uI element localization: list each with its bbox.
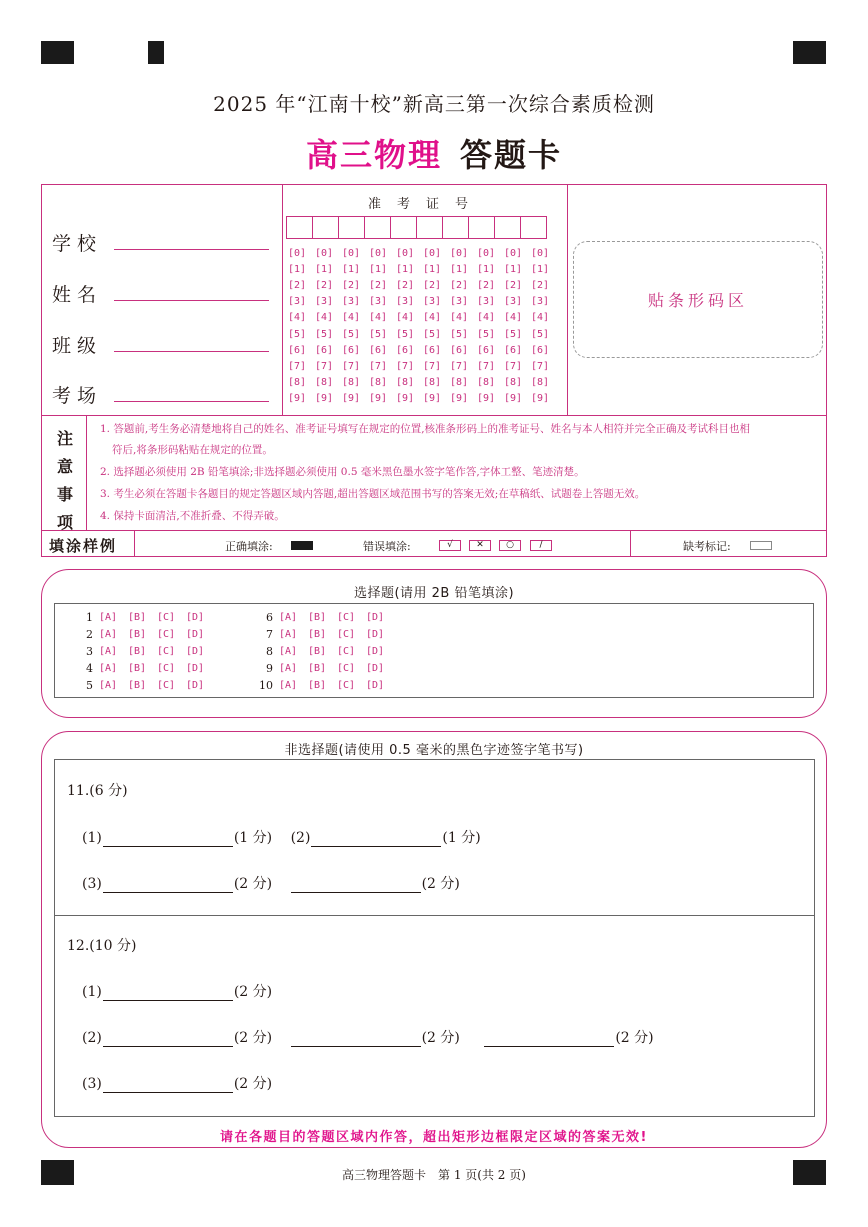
mc-question-row <box>255 660 395 676</box>
exam-id-bubble[interactable]: [1] <box>288 263 307 275</box>
exam-id-bubble[interactable]: [9] <box>315 393 334 405</box>
exam-id-bubble[interactable]: [8] <box>369 377 388 389</box>
mc-option-bubble[interactable]: [B] <box>128 645 147 657</box>
card-title <box>0 130 868 176</box>
exam-id-bubble[interactable]: [4] <box>450 312 469 324</box>
exam-id-bubble[interactable]: [1] <box>450 263 469 275</box>
exam-id-bubble[interactable]: [0] <box>423 247 442 259</box>
mc-option-bubble[interactable]: [D] <box>186 679 205 691</box>
mc-question-number: 6 <box>266 610 273 624</box>
exam-id-bubble[interactable]: [0] <box>450 247 469 259</box>
exam-id-bubble[interactable]: [9] <box>396 393 415 405</box>
mc-option-bubble[interactable]: [C] <box>337 662 356 674</box>
exam-id-bubble[interactable]: [4] <box>369 312 388 324</box>
q12-2a-field[interactable] <box>103 1033 233 1047</box>
free-response-section <box>41 731 827 1148</box>
exam-id-cell[interactable] <box>390 216 417 239</box>
correct-fill-sample <box>291 541 313 550</box>
exam-id-bubble[interactable]: [5] <box>531 328 550 340</box>
exam-id-cell[interactable] <box>494 216 521 239</box>
q12-1-field[interactable] <box>103 987 233 1001</box>
mc-option-bubble[interactable]: [B] <box>128 662 147 674</box>
mc-option-bubble[interactable]: [D] <box>186 662 205 674</box>
exam-id-bubble[interactable]: [5] <box>288 328 307 340</box>
multiple-choice-section <box>41 569 827 718</box>
notice-item-2: 2. 选择题必须使用 2B 铅笔填涂;非选择题必须使用 0.5 毫米黑色墨水签字笔作答,字体工整、笔迹清楚。 <box>100 466 585 478</box>
exam-id-bubble[interactable]: [3] <box>342 296 361 308</box>
absent-label: 缺考标记: <box>683 540 731 553</box>
correct-fill-label: 正确填涂: <box>225 540 273 553</box>
exam-id-bubble[interactable]: [2] <box>396 279 415 291</box>
exam-id-digit-row <box>288 342 558 358</box>
free-response-title: 非选择题(请使用 0.5 毫米的黑色字迹签字笔书写) <box>284 743 584 758</box>
exam-id-bubble[interactable]: [8] <box>531 377 550 389</box>
q11-3a-field[interactable] <box>103 879 233 893</box>
exam-id-bubble[interactable]: [3] <box>477 296 496 308</box>
q12-row2: (2) (2 分) (2 分) (2 分) <box>82 1030 654 1046</box>
mc-question-number: 5 <box>86 678 93 692</box>
q12-3-field[interactable] <box>103 1079 233 1093</box>
exam-id-bubble[interactable]: [4] <box>396 312 415 324</box>
exam-id-bubble[interactable]: [6] <box>423 344 442 356</box>
mc-question-row <box>75 626 215 642</box>
exam-id-digit-row <box>288 391 558 407</box>
exam-id-bubble[interactable]: [2] <box>342 279 361 291</box>
exam-id-bubble[interactable]: [0] <box>342 247 361 259</box>
exam-id-bubble[interactable]: [9] <box>342 393 361 405</box>
mc-option-bubble[interactable]: [C] <box>157 679 176 691</box>
mc-option-bubble[interactable]: [A] <box>279 628 298 640</box>
class-label: 班 级 <box>52 335 97 357</box>
exam-id-bubble[interactable]: [4] <box>423 312 442 324</box>
q11-head: 11.(6 分) <box>67 783 128 799</box>
mc-option-bubble[interactable]: [A] <box>99 662 118 674</box>
exam-id-bubble[interactable]: [1] <box>315 263 334 275</box>
exam-id-bubble[interactable]: [0] <box>288 247 307 259</box>
mc-option-bubble[interactable]: [D] <box>366 611 385 623</box>
exam-id-bubble[interactable]: [0] <box>396 247 415 259</box>
position-mark-top-center <box>148 41 164 64</box>
exam-id-digit-row <box>288 375 558 391</box>
mc-option-bubble[interactable]: [C] <box>337 645 356 657</box>
exam-id-bubble[interactable]: [8] <box>288 377 307 389</box>
mc-option-bubble[interactable]: [C] <box>337 679 356 691</box>
exam-id-bubble[interactable]: [5] <box>423 328 442 340</box>
exam-id-bubble[interactable]: [0] <box>477 247 496 259</box>
name-field[interactable] <box>114 300 269 301</box>
school-label: 学 校 <box>52 233 97 255</box>
exam-id-bubble[interactable]: [0] <box>504 247 523 259</box>
mc-question-number: 7 <box>266 627 273 641</box>
mc-option-bubble[interactable]: [B] <box>128 611 147 623</box>
exam-id-bubble[interactable]: [6] <box>477 344 496 356</box>
mc-question-number: 10 <box>259 678 273 692</box>
notice-item-1-cont: 符后,将条形码粘贴在规定的位置。 <box>112 444 273 456</box>
exam-id-cell[interactable] <box>312 216 339 239</box>
exam-id-cell[interactable] <box>286 216 313 239</box>
exam-id-bubble[interactable]: [8] <box>450 377 469 389</box>
mc-question-row <box>75 660 215 676</box>
exam-id-bubble[interactable]: [5] <box>342 328 361 340</box>
exam-id-bubble[interactable]: [5] <box>450 328 469 340</box>
mc-option-bubble[interactable]: [D] <box>366 679 385 691</box>
name-label: 姓 名 <box>52 284 97 306</box>
mc-question-number: 3 <box>86 644 93 658</box>
mc-option-bubble[interactable]: [D] <box>366 628 385 640</box>
exam-id-bubble[interactable]: [7] <box>450 360 469 372</box>
exam-id-bubble[interactable]: [5] <box>315 328 334 340</box>
exam-id-bubble[interactable]: [5] <box>477 328 496 340</box>
mc-option-bubble[interactable]: [B] <box>308 611 327 623</box>
mc-option-bubble[interactable]: [A] <box>99 628 118 640</box>
mc-title: 选择题(请用 2B 铅笔填涂) <box>353 586 515 601</box>
exam-id-digit-row <box>288 294 558 310</box>
exam-id-bubble[interactable]: [6] <box>396 344 415 356</box>
exam-id-cell[interactable] <box>520 216 547 239</box>
exam-id-bubble[interactable]: [6] <box>315 344 334 356</box>
mc-option-bubble[interactable]: [A] <box>99 645 118 657</box>
mc-option-bubble[interactable]: [A] <box>279 645 298 657</box>
mc-option-bubble[interactable]: [D] <box>366 662 385 674</box>
exam-id-bubble[interactable]: [6] <box>342 344 361 356</box>
exam-id-bubble[interactable]: [3] <box>315 296 334 308</box>
exam-id-bubble[interactable]: [0] <box>369 247 388 259</box>
exam-id-bubble[interactable]: [4] <box>531 312 550 324</box>
exam-id-bubble[interactable]: [9] <box>477 393 496 405</box>
exam-id-bubble[interactable]: [1] <box>504 263 523 275</box>
exam-id-cell[interactable] <box>338 216 365 239</box>
mc-question-row <box>255 609 395 625</box>
q11-row1: (1) (1 分) (2) (1 分) <box>82 830 481 846</box>
exam-id-bubble[interactable]: [2] <box>369 279 388 291</box>
exam-id-bubble[interactable]: [3] <box>396 296 415 308</box>
exam-id-digit-row <box>288 326 558 342</box>
mc-question-number: 2 <box>86 627 93 641</box>
exam-id-cell[interactable] <box>364 216 391 239</box>
exam-id-bubble[interactable]: [1] <box>396 263 415 275</box>
exam-id-bubble[interactable]: [9] <box>423 393 442 405</box>
mc-option-bubble[interactable]: [D] <box>186 645 205 657</box>
exam-id-bubble[interactable]: [7] <box>396 360 415 372</box>
mc-option-bubble[interactable]: [A] <box>279 679 298 691</box>
exam-id-bubble[interactable]: [3] <box>369 296 388 308</box>
mc-option-bubble[interactable]: [B] <box>128 679 147 691</box>
class-field[interactable] <box>114 351 269 352</box>
q12-2c-field[interactable] <box>484 1033 614 1047</box>
exam-id-bubble[interactable]: [9] <box>369 393 388 405</box>
exam-id-bubble[interactable]: [5] <box>504 328 523 340</box>
exam-id-bubble[interactable]: [7] <box>315 360 334 372</box>
exam-id-bubble[interactable]: [8] <box>342 377 361 389</box>
exam-id-cells <box>286 216 546 239</box>
mc-answer-area <box>54 603 814 698</box>
subject-title: 高三物理 <box>305 136 442 174</box>
exam-id-cell[interactable] <box>468 216 495 239</box>
exam-id-bubble[interactable]: [1] <box>369 263 388 275</box>
exam-id-bubble[interactable]: [6] <box>288 344 307 356</box>
exam-id-bubble[interactable]: [6] <box>531 344 550 356</box>
mc-option-bubble[interactable]: [A] <box>99 679 118 691</box>
exam-id-bubble[interactable]: [1] <box>477 263 496 275</box>
page-footer: 高三物理答题卡 第 1 页(共 2 页) <box>342 1168 526 1182</box>
exam-id-bubble[interactable]: [1] <box>342 263 361 275</box>
mc-question-number: 9 <box>266 661 273 675</box>
exam-id-bubble[interactable]: [3] <box>423 296 442 308</box>
notice-item-3: 3. 考生必须在答题卡各题目的规定答题区域内答题,超出答题区域范围书写的答案无效;在草稿纸、试题卷上答题无效。 <box>100 488 646 500</box>
exam-id-bubble[interactable]: [4] <box>288 312 307 324</box>
wrong-fill-cross: ✕ <box>469 540 491 551</box>
exam-id-bubble[interactable]: [4] <box>477 312 496 324</box>
exam-id-bubble[interactable]: [6] <box>369 344 388 356</box>
room-field[interactable] <box>114 401 269 402</box>
exam-id-bubble[interactable]: [6] <box>450 344 469 356</box>
wrong-fill-slash: / <box>530 540 552 551</box>
exam-id-bubble[interactable]: [7] <box>288 360 307 372</box>
exam-id-bubble[interactable]: [8] <box>396 377 415 389</box>
mc-option-bubble[interactable]: [A] <box>99 611 118 623</box>
exam-title: 2025 年“江南十校”新高三第一次综合素质检测 <box>213 92 655 116</box>
mc-option-bubble[interactable]: [B] <box>308 628 327 640</box>
exam-id-bubble[interactable]: [8] <box>423 377 442 389</box>
exam-id-bubble[interactable]: [3] <box>531 296 550 308</box>
exam-id-bubble[interactable]: [1] <box>531 263 550 275</box>
exam-id-bubble[interactable]: [8] <box>477 377 496 389</box>
exam-id-bubble[interactable]: [7] <box>423 360 442 372</box>
mc-question-row <box>255 677 395 693</box>
sample-label: 填涂样例 <box>49 537 118 555</box>
exam-id-cell[interactable] <box>442 216 469 239</box>
mc-question-row <box>75 643 215 659</box>
exam-id-digit-row <box>288 277 558 293</box>
exam-id-title: 准考证号 <box>368 197 485 212</box>
mc-option-bubble[interactable]: [D] <box>186 628 205 640</box>
exam-id-bubble[interactable]: [9] <box>450 393 469 405</box>
mc-option-bubble[interactable]: [B] <box>128 628 147 640</box>
exam-id-bubble[interactable]: [7] <box>477 360 496 372</box>
exam-id-bubble[interactable]: [4] <box>315 312 334 324</box>
exam-id-bubble[interactable]: [0] <box>315 247 334 259</box>
mc-option-bubble[interactable]: [A] <box>279 662 298 674</box>
wrong-fill-label: 错误填涂: <box>363 540 411 553</box>
student-info-box <box>41 184 827 557</box>
exam-id-bubble[interactable]: [8] <box>504 377 523 389</box>
mc-option-bubble[interactable]: [D] <box>186 611 205 623</box>
exam-id-bubble[interactable]: [7] <box>342 360 361 372</box>
notice-label: 注 意 事 项 <box>56 429 73 532</box>
exam-id-bubbles <box>288 245 558 407</box>
exam-id-bubble[interactable]: [1] <box>423 263 442 275</box>
exam-id-bubble[interactable]: [7] <box>531 360 550 372</box>
notice-item-4: 4. 保持卡面清洁,不准折叠、不得弄破。 <box>100 510 285 522</box>
exam-id-bubble[interactable]: [3] <box>504 296 523 308</box>
exam-id-digit-row <box>288 261 558 277</box>
q11-3b-field[interactable] <box>291 879 421 893</box>
exam-id-cell[interactable] <box>416 216 443 239</box>
exam-id-bubble[interactable]: [7] <box>504 360 523 372</box>
mc-question-row <box>75 609 215 625</box>
exam-id-bubble[interactable]: [5] <box>396 328 415 340</box>
mc-option-bubble[interactable]: [C] <box>157 611 176 623</box>
exam-id-digit-row <box>288 310 558 326</box>
mc-option-bubble[interactable]: [B] <box>308 679 327 691</box>
q12-2b-field[interactable] <box>291 1033 421 1047</box>
exam-id-bubble[interactable]: [2] <box>477 279 496 291</box>
q12-head: 12.(10 分) <box>67 938 137 954</box>
position-mark-top-left <box>41 41 74 64</box>
wrong-fill-circle: ○ <box>499 540 521 551</box>
position-mark-top-right <box>793 41 826 64</box>
mc-option-bubble[interactable]: [C] <box>337 611 356 623</box>
mc-question-row <box>255 626 395 642</box>
exam-id-bubble[interactable]: [6] <box>504 344 523 356</box>
mc-option-bubble[interactable]: [C] <box>337 628 356 640</box>
free-response-area <box>54 759 815 1117</box>
exam-id-digit-row <box>288 245 558 261</box>
answer-area-warning: 请在各题目的答题区域内作答，超出矩形边框限定区域的答案无效! <box>220 1130 648 1145</box>
exam-id-bubble[interactable]: [2] <box>504 279 523 291</box>
q11-1-field[interactable] <box>103 833 233 847</box>
mc-option-bubble[interactable]: [C] <box>157 645 176 657</box>
mc-option-bubble[interactable]: [C] <box>157 628 176 640</box>
exam-id-bubble[interactable]: [4] <box>342 312 361 324</box>
q11-row2: (3) (2 分) (2 分) <box>82 876 460 892</box>
exam-id-bubble[interactable]: [2] <box>288 279 307 291</box>
absent-mark-box[interactable] <box>750 541 772 550</box>
exam-id-bubble[interactable]: [0] <box>531 247 550 259</box>
answer-card-title: 答题卡 <box>460 136 563 174</box>
exam-id-digit-row <box>288 358 558 374</box>
exam-id-bubble[interactable]: [3] <box>288 296 307 308</box>
q11-2-field[interactable] <box>311 833 441 847</box>
mc-question-row <box>255 643 395 659</box>
mc-option-bubble[interactable]: [A] <box>279 611 298 623</box>
wrong-fill-check: √ <box>439 540 461 551</box>
notice-item-1: 1. 答题前,考生务必清楚地将自己的姓名、准考证号填写在规定的位置,核准条形码上的准考证号、姓名与本人相符并完全正确及考试科目也相 <box>100 423 751 435</box>
mc-option-bubble[interactable]: [B] <box>308 662 327 674</box>
q12-row3: (3) (2 分) <box>82 1076 273 1092</box>
q12-row1: (1) (2 分) <box>82 984 273 1000</box>
school-field[interactable] <box>114 249 269 250</box>
exam-id-bubble[interactable]: [9] <box>531 393 550 405</box>
exam-id-bubble[interactable]: [4] <box>504 312 523 324</box>
exam-id-bubble[interactable]: [2] <box>531 279 550 291</box>
mc-option-bubble[interactable]: [D] <box>366 645 385 657</box>
exam-id-bubble[interactable]: [2] <box>450 279 469 291</box>
exam-id-bubble[interactable]: [5] <box>369 328 388 340</box>
mc-question-number: 8 <box>266 644 273 658</box>
mc-question-number: 1 <box>86 610 93 624</box>
exam-id-bubble[interactable]: [9] <box>288 393 307 405</box>
exam-id-bubble[interactable]: [7] <box>369 360 388 372</box>
exam-id-bubble[interactable]: [8] <box>315 377 334 389</box>
mc-option-bubble[interactable]: [C] <box>157 662 176 674</box>
mc-question-row <box>75 677 215 693</box>
barcode-area: 贴条形码区 <box>573 241 823 358</box>
mc-option-bubble[interactable]: [B] <box>308 645 327 657</box>
exam-id-bubble[interactable]: [2] <box>315 279 334 291</box>
exam-id-bubble[interactable]: [2] <box>423 279 442 291</box>
room-label: 考 场 <box>52 385 97 407</box>
exam-id-bubble[interactable]: [3] <box>450 296 469 308</box>
exam-id-bubble[interactable]: [9] <box>504 393 523 405</box>
mc-question-number: 4 <box>86 661 93 675</box>
